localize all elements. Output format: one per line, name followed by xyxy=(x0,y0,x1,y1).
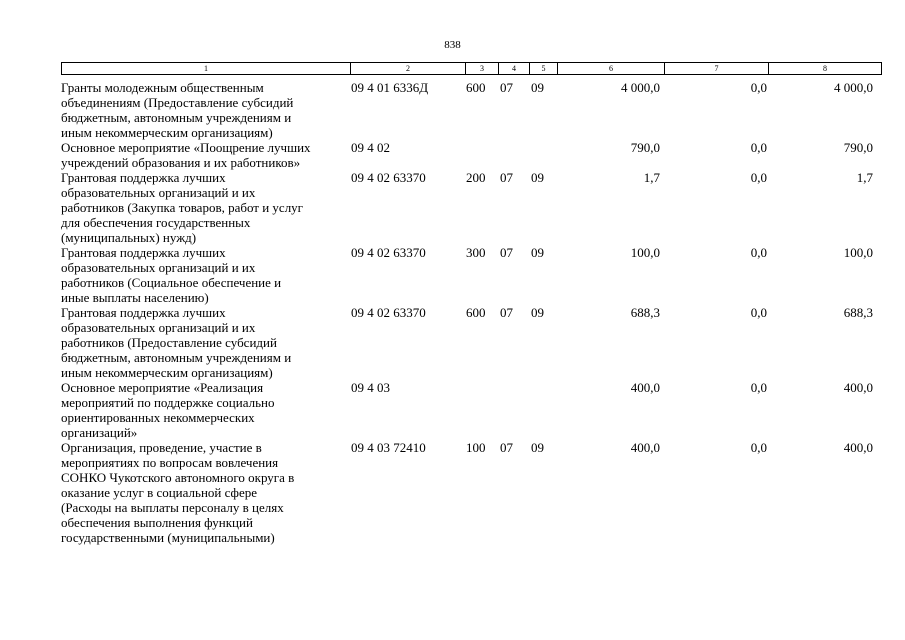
row-name: Основное мероприятие «Реализация мероприятий по поддержке социально ориентированных некоммерческих организаций» xyxy=(61,380,275,440)
row-section: 07 xyxy=(500,440,513,455)
row-name: Организация, проведение, участие в мероприятиях по вопросам вовлечения СОНКО Чукотского автономного округа в оказание услуг в социальной сфере (Расходы на выплаты персоналу в целях обеспечения выполнения функций государственными (муниципальными) xyxy=(61,440,295,545)
column-header-6: 6 xyxy=(557,63,664,74)
row-subsection: 09 xyxy=(531,440,544,455)
row-expense-type: 600 xyxy=(466,305,486,320)
table-row xyxy=(61,440,882,545)
row-value-col8: 400,0 xyxy=(843,440,873,455)
row-value-col6: 1,7 xyxy=(643,170,660,185)
row-code: 09 4 01 6336Д xyxy=(351,80,429,95)
table-row xyxy=(61,80,882,140)
row-value-col7: 0,0 xyxy=(750,140,767,155)
row-section: 07 xyxy=(500,170,513,185)
column-header-8: 8 xyxy=(768,63,881,74)
table-row xyxy=(61,380,882,440)
row-value-col7: 0,0 xyxy=(750,440,767,455)
page-number: 838 xyxy=(444,39,461,51)
row-name: Грантовая поддержка лучших образовательных организаций и их работников (Закупка товаров, работ и услуг для обеспечения государственных (муниципальных) нужд) xyxy=(61,170,304,245)
row-value-col6: 400,0 xyxy=(630,380,660,395)
row-code: 09 4 02 63370 xyxy=(351,245,426,260)
row-value-col6: 100,0 xyxy=(630,245,660,260)
table-column-header-row xyxy=(61,62,882,75)
table-row xyxy=(61,140,882,170)
row-value-col6: 790,0 xyxy=(630,140,660,155)
row-expense-type: 300 xyxy=(466,245,486,260)
table-row xyxy=(61,170,882,245)
row-name: Гранты молодежным общественным объединениям (Предоставление субсидий бюджетным, автономным учреждениям и иным некоммерческим организациям) xyxy=(61,80,294,140)
row-value-col7: 0,0 xyxy=(750,305,767,320)
row-expense-type: 200 xyxy=(466,170,486,185)
row-value-col8: 400,0 xyxy=(843,380,873,395)
table-row xyxy=(61,305,882,380)
row-subsection: 09 xyxy=(531,245,544,260)
row-value-col7: 0,0 xyxy=(750,245,767,260)
row-value-col6: 4 000,0 xyxy=(621,80,660,95)
column-header-1: 1 xyxy=(204,64,208,73)
row-value-col8: 4 000,0 xyxy=(834,80,873,95)
column-header-3: 3 xyxy=(465,63,498,74)
row-value-col8: 688,3 xyxy=(843,305,873,320)
column-header-4: 4 xyxy=(498,63,529,74)
row-expense-type: 600 xyxy=(466,80,486,95)
row-name: Грантовая поддержка лучших образовательных организаций и их работников (Предоставление субсидий бюджетным, автономным учреждениям и иным некоммерческим организациям) xyxy=(61,305,292,380)
row-code: 09 4 02 63370 xyxy=(351,305,426,320)
table-row xyxy=(61,245,882,305)
row-expense-type: 100 xyxy=(466,440,486,455)
row-section: 07 xyxy=(500,305,513,320)
row-section: 07 xyxy=(500,245,513,260)
column-header-5: 5 xyxy=(529,63,557,74)
row-subsection: 09 xyxy=(531,170,544,185)
row-code: 09 4 03 xyxy=(351,380,390,395)
row-code: 09 4 03 72410 xyxy=(351,440,426,455)
row-value-col7: 0,0 xyxy=(750,380,767,395)
row-value-col8: 100,0 xyxy=(843,245,873,260)
column-header-7: 7 xyxy=(664,63,768,74)
row-subsection: 09 xyxy=(531,80,544,95)
row-value-col7: 0,0 xyxy=(750,80,767,95)
row-value-col8: 1,7 xyxy=(856,170,873,185)
row-subsection: 09 xyxy=(531,305,544,320)
row-name: Грантовая поддержка лучших образовательных организаций и их работников (Социальное обеспечение и иные выплаты населению) xyxy=(61,245,282,305)
row-section: 07 xyxy=(500,80,513,95)
row-name: Основное мероприятие «Поощрение лучших учреждений образования и их работников» xyxy=(61,140,311,170)
row-value-col7: 0,0 xyxy=(750,170,767,185)
budget-table-body xyxy=(61,80,882,545)
row-code: 09 4 02 xyxy=(351,140,390,155)
row-value-col8: 790,0 xyxy=(843,140,873,155)
row-value-col6: 688,3 xyxy=(630,305,660,320)
row-value-col6: 400,0 xyxy=(630,440,660,455)
column-header-2: 2 xyxy=(350,63,465,74)
row-code: 09 4 02 63370 xyxy=(351,170,426,185)
